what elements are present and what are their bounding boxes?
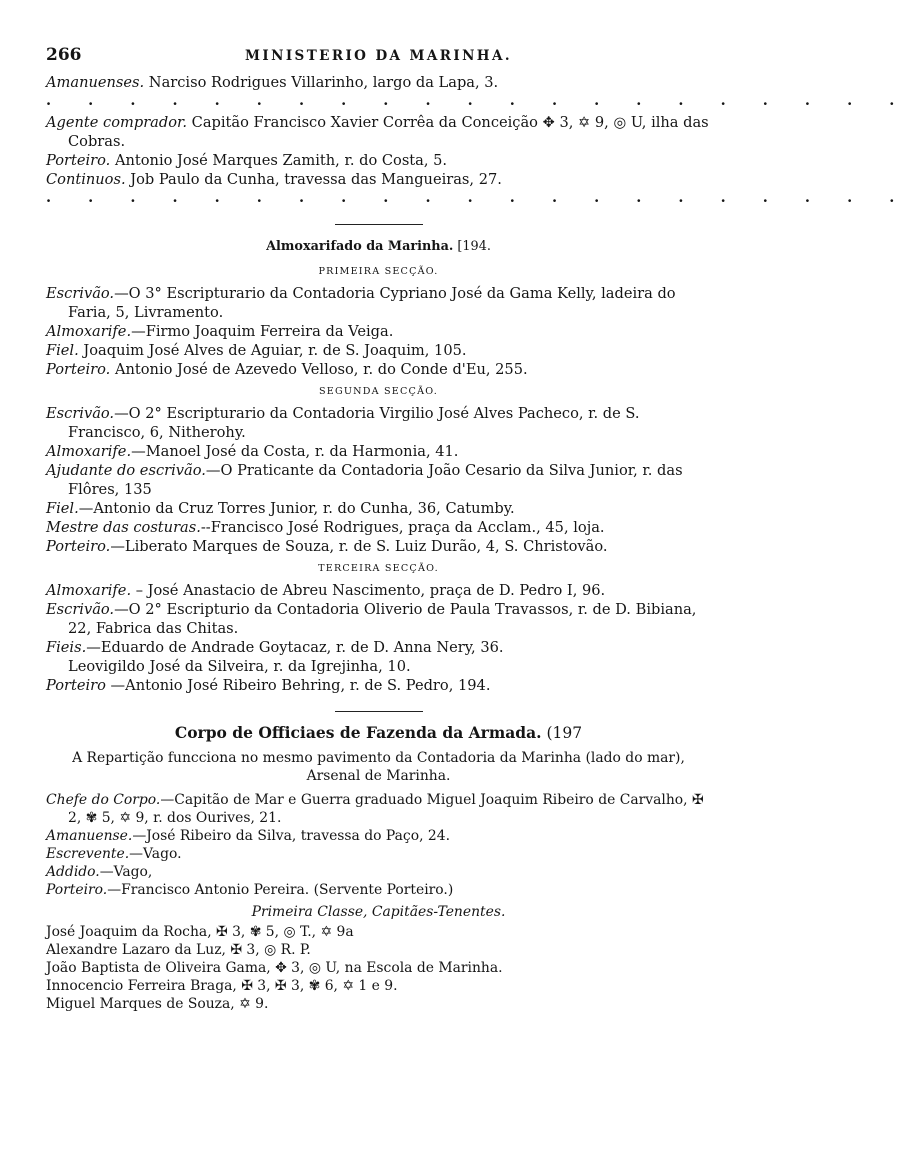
entry-text: —Francisco Antonio Pereira. (Servente Porteiro.) <box>107 882 454 898</box>
role-label: Chefe do Corpo. <box>46 792 161 808</box>
role-label: Almoxarife. <box>46 323 132 340</box>
entry-text: —Capitão de Mar e Guerra graduado Miguel Joaquim Ribeiro de Carvalho, ✠ 2, ✾ 5, ✡ 9, r. dos Ourives, 21. <box>68 792 704 826</box>
section-divider <box>335 711 423 712</box>
subsection-heading: PRIMEIRA SECÇÃO. <box>318 266 439 277</box>
entry-fiel <box>46 499 711 518</box>
entry-text: --Francisco José Rodrigues, praça da Acclam., 45, loja. <box>200 519 605 536</box>
role-label: Amanuense. <box>46 828 133 844</box>
entry-text: —Firmo Joaquim Ferreira da Veiga. <box>131 323 394 340</box>
list-item: Miguel Marques de Souza, ✡ 9. <box>46 996 269 1012</box>
entry-text: —Manoel José da Costa, r. da Harmonia, 41. <box>131 443 459 460</box>
class-heading: Primeira Classe, Capitães-Tenentes. <box>251 904 506 920</box>
role-label: Mestre das costuras. <box>46 519 201 536</box>
ellipsis-dots: . . . . . . . . . . . . . . . . . . . . . <box>46 92 910 109</box>
entry-text: —Antonio da Cruz Torres Junior, r. do Cunha, 36, Catumby. <box>78 500 515 517</box>
entry-porteiro <box>46 676 711 695</box>
entry-fiel <box>46 341 711 360</box>
entry-text: —Vago, <box>99 864 153 880</box>
role-label: Continuos. <box>46 171 126 188</box>
role-label: Almoxarife. <box>46 443 132 460</box>
entry-agente-comprador <box>46 113 711 151</box>
list-item: José Joaquim da Rocha, ✠ 3, ✾ 5, ◎ T., ✡ 9a <box>46 924 354 940</box>
entry-amanuense <box>46 827 711 845</box>
role-label: Fiel. <box>46 342 79 359</box>
entry-text: —Vago. <box>129 846 182 862</box>
officer-list <box>46 923 711 1013</box>
entry-amanuenses <box>46 73 711 92</box>
entry-chefe <box>46 791 711 827</box>
role-label: Amanuenses. <box>46 74 145 91</box>
entry-continuos <box>46 170 711 189</box>
list-item: Alexandre Lazaro da Luz, ✠ 3, ◎ R. P. <box>46 942 311 958</box>
role-label: Porteiro <box>46 677 106 694</box>
role-label: Escrevente. <box>46 846 130 862</box>
section-title-almoxarifado <box>46 237 711 256</box>
role-label: Addido. <box>46 864 100 880</box>
corpo-section <box>46 724 711 1013</box>
page-number: 266 <box>46 45 82 65</box>
entry-almoxarife <box>46 442 711 461</box>
role-label: Ajudante do escrivão. <box>46 462 206 479</box>
role-label: Almoxarife. <box>46 582 132 599</box>
section-ref: (197 <box>541 724 583 742</box>
entry-fieis-continued: Leovigildo José da Silveira, r. da Igrejinha, 10. <box>68 658 411 675</box>
entry-almoxarife <box>46 322 711 341</box>
role-label: Porteiro. <box>46 152 111 169</box>
subsection-heading: TERCEIRA SECÇÃO. <box>318 563 439 574</box>
entry-fieis <box>46 638 711 657</box>
list-item: Innocencio Ferreira Braga, ✠ 3, ✠ 3, ✾ 6, ✡ 1 e 9. <box>46 978 398 994</box>
entry-almoxarife <box>46 581 711 600</box>
entry-porteiro <box>46 537 711 556</box>
running-title: MINISTERIO DA MARINHA. <box>245 48 512 64</box>
entry-text: —José Ribeiro da Silva, travessa do Paço, 24. <box>132 828 450 844</box>
list-item: João Baptista de Oliveira Gama, ✥ 3, ◎ U, na Escola de Marinha. <box>46 960 503 976</box>
section-ref: [194. <box>453 239 491 254</box>
entry-text: Joaquim José Alves de Aguiar, r. de S. Joaquim, 105. <box>78 342 467 359</box>
role-label: Porteiro. <box>46 882 108 898</box>
section-title-corpo <box>46 724 711 742</box>
entry-escrivao <box>46 600 711 638</box>
section-divider <box>335 224 423 225</box>
entry-porteiro <box>46 881 711 899</box>
role-label: Agente comprador. <box>46 114 188 131</box>
role-label: Escrivão. <box>46 405 115 422</box>
entry-text: —Antonio José Ribeiro Behring, r. de S. Pedro, 194. <box>105 677 491 694</box>
page-header <box>46 46 711 66</box>
entry-text: —O 2° Escripturario da Contadoria Virgilio José Alves Pacheco, r. de S. Francisco, 6, Nitherohy. <box>68 405 640 441</box>
section-note <box>46 749 711 785</box>
entry-text: Capitão Francisco Xavier Corrêa da Conceição ✥ 3, ✡ 9, ◎ U, ilha das Cobras. <box>68 114 709 150</box>
entry-text: – José Anastacio de Abreu Nascimento, praça de D. Pedro I, 96. <box>131 582 606 599</box>
entry-text: Antonio José de Azevedo Velloso, r. do Conde d'Eu, 255. <box>110 361 528 378</box>
role-label: Porteiro. <box>46 538 111 555</box>
role-label: Fieis. <box>46 639 87 656</box>
entry-porteiro <box>46 151 711 170</box>
entry-text: Narciso Rodrigues Villarinho, largo da Lapa, 3. <box>144 74 499 91</box>
entry-text: Antonio José Marques Zamith, r. do Costa, 5. <box>110 152 448 169</box>
entry-text: —O Praticante da Contadoria João Cesario da Silva Junior, r. das Flôres, 135 <box>68 462 683 498</box>
entry-text: —Eduardo de Andrade Goytacaz, r. de D. Anna Nery, 36. <box>86 639 504 656</box>
role-label: Porteiro. <box>46 361 111 378</box>
ellipsis-dots: . . . . . . . . . . . . . . . . . . . . . <box>46 189 910 206</box>
role-label: Escrivão. <box>46 601 115 618</box>
entry-escrivao <box>46 404 711 442</box>
entry-mestre-costuras <box>46 518 711 537</box>
entry-text: —O 2° Escripturio da Contadoria Oliverio de Paula Travassos, r. de D. Bibiana, 22, Fabrica das Chitas. <box>68 601 697 637</box>
entry-addido <box>46 863 711 881</box>
note-line: Arsenal de Marinha. <box>306 768 451 784</box>
note-line: A Repartição funcciona no mesmo pavimento da Contadoria da Marinha (lado do mar), <box>72 750 685 766</box>
subsection-heading: SEGUNDA SECÇÃO. <box>319 386 438 397</box>
section-title-text: Almoxarifado da Marinha. <box>266 239 454 254</box>
entry-escrevente <box>46 845 711 863</box>
entry-text: Job Paulo da Cunha, travessa das Mangueiras, 27. <box>125 171 502 188</box>
section-title-text: Corpo de Officiaes de Fazenda da Armada. <box>174 723 542 742</box>
role-label: Fiel. <box>46 500 79 517</box>
entry-text: —O 3° Escripturario da Contadoria Cypriano José da Gama Kelly, ladeira do Faria, 5, Livramento. <box>68 285 676 321</box>
entry-porteiro <box>46 360 711 379</box>
entry-ajudante <box>46 461 711 499</box>
entry-escrivao <box>46 284 711 322</box>
role-label: Escrivão. <box>46 285 115 302</box>
entry-text: —Liberato Marques de Souza, r. de S. Luiz Durão, 4, S. Christovão. <box>110 538 608 555</box>
